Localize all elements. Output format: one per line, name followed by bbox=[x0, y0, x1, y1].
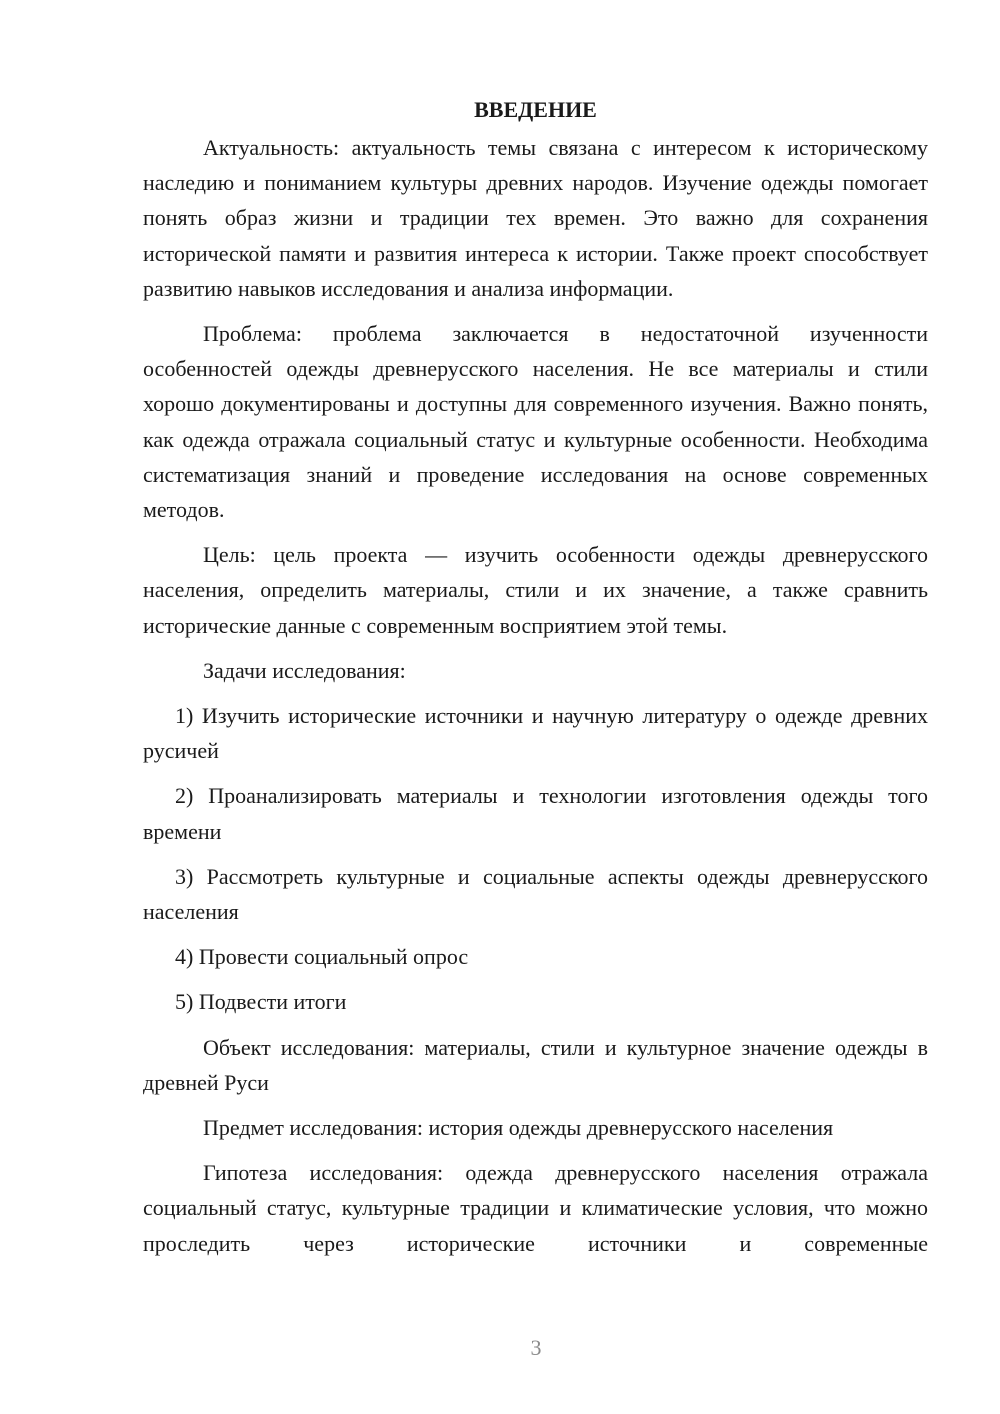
tasks-list bbox=[143, 698, 928, 1020]
document-page bbox=[143, 92, 928, 1261]
list-item: 2) Проанализировать материалы и технологии изготовления одежды того времени bbox=[143, 783, 928, 844]
section-title: ВВЕДЕНИЕ bbox=[474, 97, 597, 122]
paragraph-goal: Цель: цель проекта — изучить особенности одежды древнерусского населения, определить материалы, стили и их значение, а также сравнить исторические данные с современным восприятием этой темы. bbox=[143, 542, 928, 638]
list-item: 5) Подвести итоги bbox=[175, 989, 347, 1015]
paragraph-subject: Предмет исследования: история одежды древнерусского населения bbox=[203, 1115, 834, 1141]
tasks-heading: Задачи исследования: bbox=[203, 657, 406, 683]
paragraph-object: Объект исследования: материалы, стили и культурное значение одежды в древней Руси bbox=[143, 1034, 928, 1095]
list-item: 4) Провести социальный опрос bbox=[175, 944, 469, 970]
paragraph-hypothesis: Гипотеза исследования: одежда древнерусского населения отражала социальный статус, культурные традиции и климатические условия, что можно проследить через исторические источники и современные bbox=[143, 1160, 928, 1256]
page-number: 3 bbox=[530, 1335, 542, 1360]
list-item: 1) Изучить исторические источники и научную литературу о одежде древних русичей bbox=[143, 703, 928, 764]
paragraph-relevance: Актуальность: актуальность темы связана с интересом к историческому наследию и пониманием культуры древних народов. Изучение одежды помогает понять образ жизни и традиции тех времен. Это важно для сохранения исторической памяти и развития интереса к истории. Также проект способствует развитию навыков исследования и анализа информации. bbox=[143, 135, 928, 301]
paragraph-problem: Проблема: проблема заключается в недостаточной изученности особенностей одежды древнерусского населения. Не все материалы и стили хорошо документированы и доступны для современного изучения. Важно понять, как одежда отражала социальный статус и культурные особенности. Необходима систематизация знаний и проведение исследования на основе современных методов. bbox=[143, 321, 928, 523]
list-item: 3) Рассмотреть культурные и социальные аспекты одежды древнерусского населения bbox=[143, 863, 928, 925]
